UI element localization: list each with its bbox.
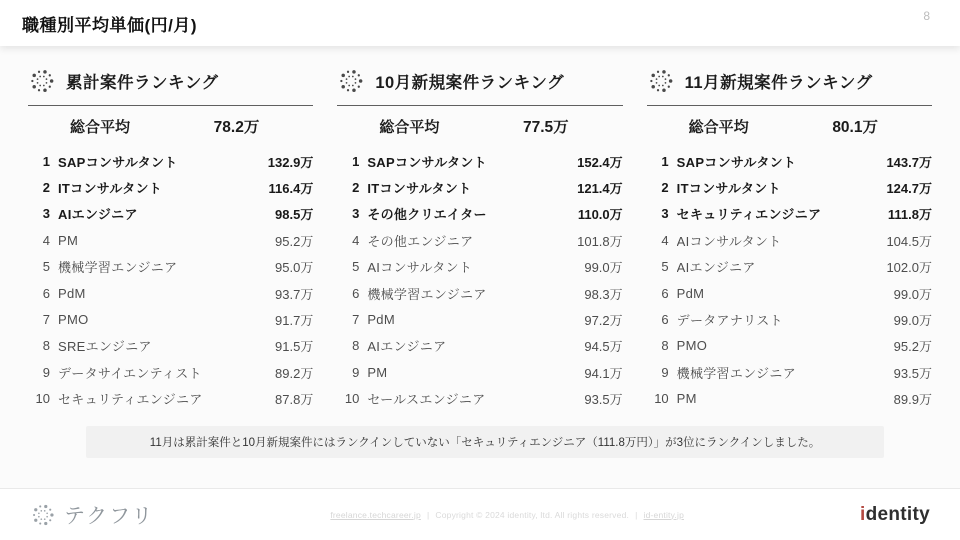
content: [0, 46, 960, 488]
ranking-row: 8 PMO 95.2万: [661, 338, 932, 355]
ranking-title: 累計案件ランキング: [66, 74, 219, 92]
ranking-row: 3 AIエンジニア 98.5万: [42, 206, 314, 223]
ranking-november: [647, 64, 932, 412]
average-row: [647, 106, 932, 146]
ranking-row: 7 PdM 97.2万: [352, 312, 623, 329]
ranking-columns: [28, 64, 932, 412]
copyright-text: Copyright © 2024 identity, ltd. All rights reserved.: [435, 509, 630, 520]
techcareer-logo: [30, 500, 154, 530]
identity-logo: identity: [860, 503, 930, 525]
corporate-link[interactable]: id-entity.jp: [643, 509, 684, 520]
ranking-row: 10 セキュリティエンジニア 87.8万: [35, 391, 314, 408]
average-value: 78.2万: [213, 119, 260, 136]
ranking-title: 10月新規案件ランキング: [375, 74, 565, 92]
footer: [0, 488, 960, 540]
site-link[interactable]: freelance.techcareer.jp: [330, 509, 421, 520]
ranking-row: 5 AIコンサルタント 99.0万: [352, 259, 623, 276]
ranking-november-header: [647, 64, 932, 98]
ranking-row: 5 機械学習エンジニア 95.0万: [42, 259, 314, 276]
ranking-row: 2 ITコンサルタント 124.7万: [661, 180, 932, 197]
average-label: 総合平均: [70, 118, 131, 136]
ranking-row: 3 セキュリティエンジニア 111.8万: [661, 206, 932, 223]
techcareer-wordmark: テクフリ: [64, 504, 155, 528]
note-banner: 11月は累計案件と10月新規案件にはランクインしていない「セキュリティエンジニア（111.8万円）」が3位にランクインしました。: [86, 426, 884, 458]
ranking-row: 10 PM 89.9万: [654, 391, 932, 408]
ranking-cumulative-header: [28, 64, 313, 98]
average-value: 77.5万: [522, 119, 569, 136]
ranking-row: 6 PdM 93.7万: [42, 285, 314, 302]
page-title: 職種別平均単価(円/月): [22, 15, 198, 35]
average-label: 総合平均: [379, 118, 440, 136]
ranking-row: 1 SAPコンサルタント 143.7万: [661, 153, 932, 170]
ranking-row: 2 ITコンサルタント 121.4万: [352, 180, 623, 197]
ranking-october-header: [337, 64, 622, 98]
dotted-circle-icon: [337, 67, 365, 95]
ranking-list: [647, 148, 932, 412]
ranking-row: 9 PM 94.1万: [352, 364, 623, 381]
ranking-title: 11月新規案件ランキング: [684, 74, 873, 92]
ranking-row: 3 その他クリエイター 110.0万: [352, 206, 623, 223]
ranking-row: 8 SREエンジニア 91.5万: [42, 338, 314, 355]
ranking-row: 6 PdM 99.0万: [661, 285, 932, 302]
ranking-row: 6 データアナリスト 99.0万: [661, 312, 932, 329]
ranking-row: 2 ITコンサルタント 116.4万: [42, 180, 314, 197]
ranking-row: 9 データサイエンティスト 89.2万: [42, 364, 314, 381]
ranking-row: 4 その他エンジニア 101.8万: [352, 232, 623, 249]
ranking-row: 5 AIエンジニア 102.0万: [661, 259, 932, 276]
ranking-row: 10 セールスエンジニア 93.5万: [344, 391, 623, 408]
ranking-row: 9 機械学習エンジニア 93.5万: [661, 364, 932, 381]
ranking-list: [337, 148, 622, 412]
footer-links: freelance.techcareer.jp | Copyright © 2024 identity, ltd. All rights reserved. | id-entity.jp: [330, 509, 684, 520]
ranking-row: 6 機械学習エンジニア 98.3万: [352, 285, 623, 302]
header: [0, 0, 960, 46]
average-row: [28, 106, 313, 146]
dotted-circle-icon: [30, 502, 56, 528]
ranking-row: 4 AIコンサルタント 104.5万: [661, 232, 932, 249]
average-row: [337, 106, 622, 146]
ranking-row: 1 SAPコンサルタント 152.4万: [352, 153, 623, 170]
ranking-row: 7 PMO 91.7万: [42, 312, 314, 329]
ranking-row: 4 PM 95.2万: [42, 232, 314, 249]
ranking-row: 1 SAPコンサルタント 132.9万: [42, 153, 314, 170]
average-label: 総合平均: [688, 118, 749, 136]
ranking-row: 8 AIエンジニア 94.5万: [352, 338, 623, 355]
ranking-cumulative: [28, 64, 313, 412]
dotted-circle-icon: [28, 67, 56, 95]
ranking-october: [337, 64, 622, 412]
average-value: 80.1万: [832, 119, 878, 136]
page-number: 8: [923, 9, 930, 23]
ranking-list: [28, 148, 313, 412]
dotted-circle-icon: [647, 67, 675, 95]
